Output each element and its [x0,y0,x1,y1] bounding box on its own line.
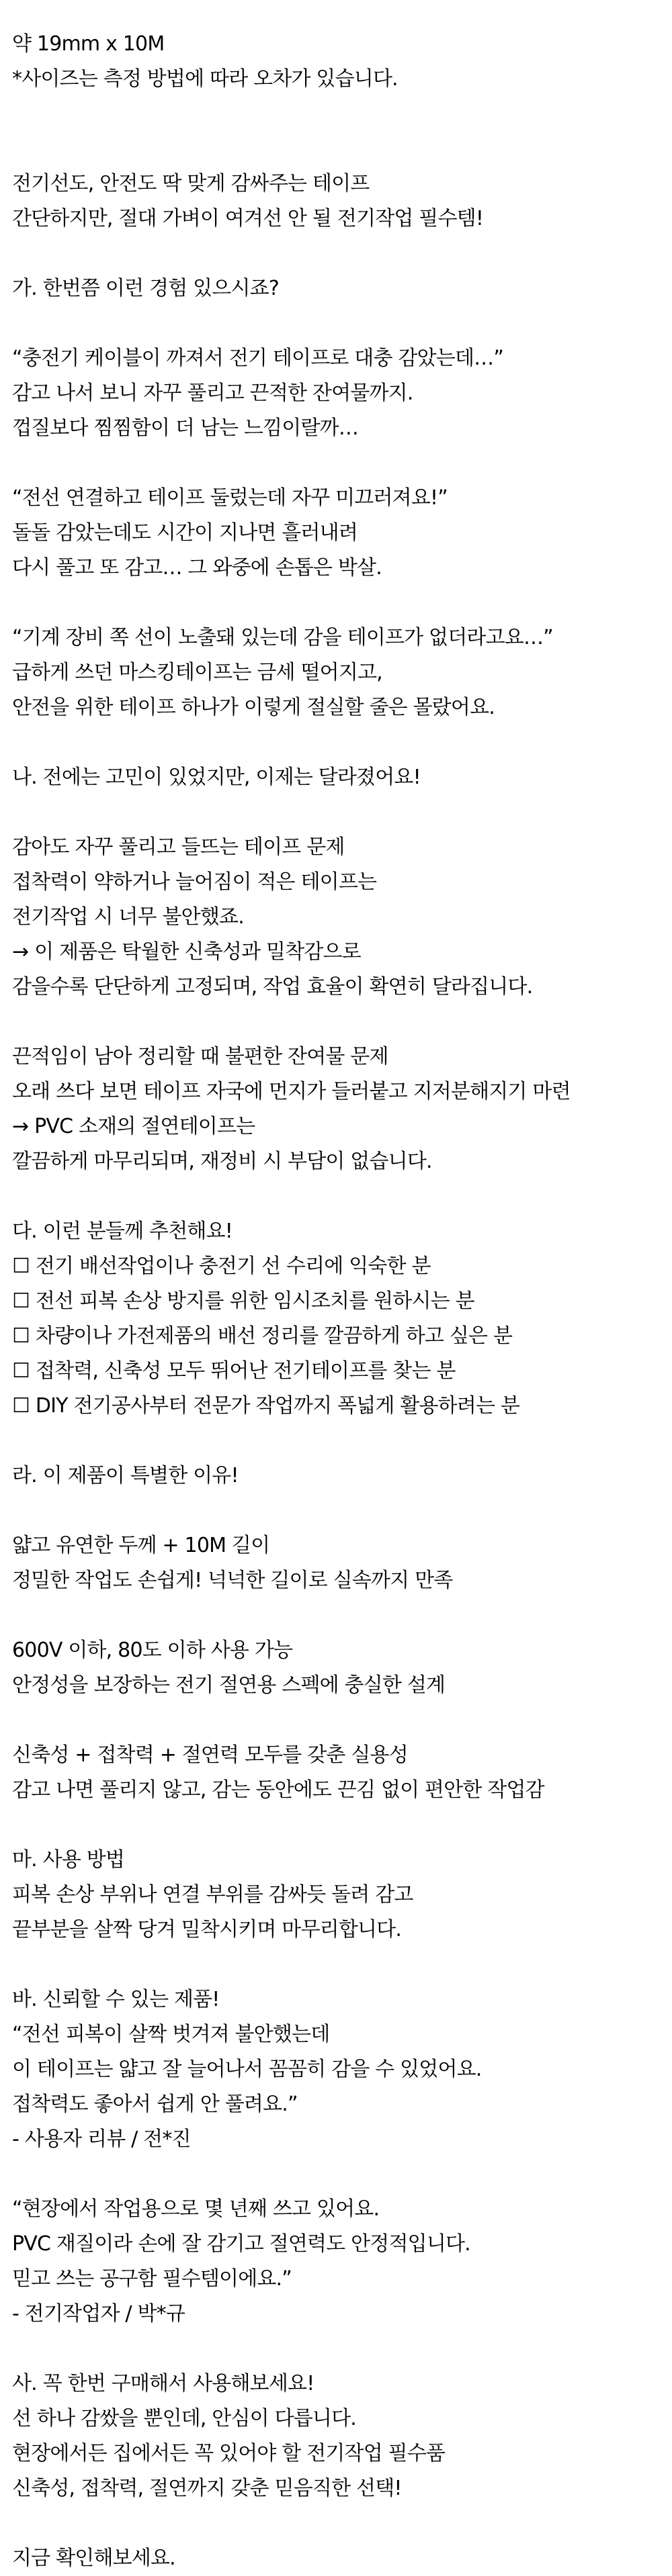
text-line: - 사용자 리뷰 / 전*진 [12,2127,191,2151]
text-line: 600V 이하, 80도 이하 사용 가능 [12,1639,293,1662]
paragraph-spacer [12,1703,659,1738]
paragraph-spacer [12,306,659,341]
text-line: 접착력이 약하거나 늘어짐이 적은 테이프는 [12,870,377,894]
paragraph-spacer [12,725,659,760]
text-line: 신축성 + 접착력 + 절연력 모두를 갖춘 실용성 [12,1743,408,1767]
paragraph-spacer [12,2157,659,2192]
text-line: “전선 연결하고 테이프 둘렀는데 자꾸 미끄러져요!” [12,486,448,510]
text-line: 나. 전에는 고민이 있었지만, 이제는 달라졌어요! [12,766,421,789]
text-line: 믿고 쓰는 공구함 필수템이에요.” [12,2267,292,2291]
paragraph [12,1459,659,1493]
paragraph [12,1633,659,1703]
paragraph-spacer [12,1808,659,1843]
text-line: “기계 장비 쪽 선이 노출돼 있는데 감을 테이프가 없더라고요…” [12,626,553,649]
text-line: 끝부분을 살짝 당겨 밀착시키며 마무리합니다. [12,1918,402,1941]
paragraph [12,1738,659,1808]
paragraph-spacer [12,795,659,830]
text-line: 피복 손상 부위나 연결 부위를 감싸듯 돌려 감고 [12,1883,413,1906]
text-line: 접착력도 좋아서 쉽게 안 풀려요.” [12,2092,298,2116]
paragraph [12,830,659,1005]
paragraph-spacer [12,1179,659,1214]
text-line: ☐ 전선 피복 손상 방지를 위한 임시조치를 원하시는 분 [12,1289,474,1313]
text-line: 전기작업 시 너무 불안했죠. [12,905,244,929]
paragraph [12,1214,659,1424]
paragraph [12,760,659,795]
text-line: 전기선도, 안전도 딱 맞게 감싸주는 테이프 [12,172,370,195]
text-line: 현장에서든 집에서든 꼭 있어야 할 전기작업 필수품 [12,2442,446,2465]
text-line: 다시 풀고 또 감고… 그 와중에 손톱은 박살. [12,556,382,580]
paragraph [12,271,659,306]
paragraph-spacer [12,446,659,481]
paragraph [12,620,659,725]
text-line: 껍질보다 찜찜함이 더 남는 느낌이랄까… [12,416,359,440]
text-line: ☐ 전기 배선작업이나 충전기 선 수리에 익숙한 분 [12,1254,431,1278]
text-line: 끈적임이 남아 정리할 때 불편한 잔여물 문제 [12,1045,388,1068]
text-line: 신축성, 접착력, 절연까지 갖춘 믿음직한 선택! [12,2477,402,2500]
paragraph-spacer [12,1598,659,1633]
paragraph [12,481,659,586]
paragraph-spacer [12,236,659,271]
text-line: 안전을 위한 테이프 하나가 이렇게 절실할 줄은 몰랐어요. [12,696,495,719]
text-line: ☐ 차량이나 가전제품의 배선 정리를 깔끔하게 하고 싶은 분 [12,1324,513,1348]
paragraph-spacer [12,1493,659,1528]
paragraph [12,27,659,97]
text-line: 바. 신뢰할 수 있는 제품! [12,1988,220,2011]
text-line: ☐ 접착력, 신축성 모두 뛰어난 전기테이프를 찾는 분 [12,1359,456,1383]
paragraph-spacer [12,586,659,620]
text-line: 마. 사용 방법 [12,1848,125,1872]
text-line: 깔끔하게 마무리되며, 재정비 시 부담이 없습니다. [12,1150,432,1173]
text-line: 감고 나서 보니 자꾸 풀리고 끈적한 잔여물까지. [12,381,413,405]
paragraph-spacer [12,2506,659,2541]
text-line: 얇고 유연한 두께 + 10M 길이 [12,1534,270,1557]
text-line: 감고 나면 풀리지 않고, 감는 동안에도 끈김 없이 편안한 작업감 [12,1778,544,1802]
text-line: 이 테이프는 얇고 잘 늘어나서 꼼꼼히 감을 수 있었어요. [12,2058,482,2081]
paragraph-spacer [12,2332,659,2366]
text-line: 약 19mm x 10M [12,32,165,56]
paragraph-spacer [12,1005,659,1040]
paragraph [12,2541,659,2576]
text-line: *사이즈는 측정 방법에 따라 오차가 있습니다. [12,67,398,91]
paragraph [12,1982,659,2157]
text-line: → 이 제품은 탁월한 신축성과 밀착감으로 [12,940,361,964]
paragraph-spacer [12,97,659,167]
text-line: 급하게 쓰던 마스킹테이프는 금세 떨어지고, [12,661,382,684]
text-line: 안정성을 보장하는 전기 절연용 스펙에 충실한 설계 [12,1673,446,1697]
paragraph [12,341,659,446]
paragraph-spacer [12,1947,659,1982]
text-line: “현장에서 작업용으로 몇 년째 쓰고 있어요. [12,2197,380,2221]
paragraph [12,2366,659,2506]
text-line: 선 하나 감쌌을 뿐인데, 안심이 다릅니다. [12,2407,357,2430]
text-line: 가. 한번쯤 이런 경험 있으시죠? [12,277,279,300]
text-line: 사. 꼭 한번 구매해서 사용해보세요! [12,2372,314,2395]
paragraph [12,1843,659,1947]
text-line: “전선 피복이 살짝 벗겨져 불안했는데 [12,2023,330,2046]
text-line: - 전기작업자 / 박*규 [12,2302,185,2326]
paragraph [12,2192,659,2332]
text-line: 감을수록 단단하게 고정되며, 작업 효율이 확연히 달라집니다. [12,975,533,999]
text-line: 정밀한 작업도 손쉽게! 넉넉한 길이로 실속까지 만족 [12,1569,453,1592]
text-line: 오래 쓰다 보면 테이프 자국에 먼지가 들러붙고 지저분해지기 마련 [12,1080,571,1103]
text-line: 지금 확인해보세요. [12,2546,175,2570]
paragraph-spacer [12,1424,659,1459]
text-line: PVC 재질이라 손에 잘 감기고 절연력도 안정적입니다. [12,2232,470,2256]
text-line: “충전기 케이블이 까져서 전기 테이프로 대충 감았는데…” [12,347,504,370]
text-line: → PVC 소재의 절연테이프는 [12,1115,255,1138]
text-line: 다. 이런 분들께 추천해요! [12,1220,233,1243]
paragraph [12,1528,659,1598]
text-line: 감아도 자꾸 풀리고 들뜨는 테이프 문제 [12,835,345,859]
paragraph [12,167,659,236]
text-line: 간단하지만, 절대 가벼이 여겨선 안 될 전기작업 필수템! [12,207,484,230]
text-line: ☐ DIY 전기공사부터 전문가 작업까지 폭넓게 활용하려는 분 [12,1394,520,1418]
text-line: 돌돌 감았는데도 시간이 지나면 흘러내려 [12,521,358,545]
text-line: 라. 이 제품이 특별한 이유! [12,1464,239,1487]
paragraph [12,1040,659,1179]
